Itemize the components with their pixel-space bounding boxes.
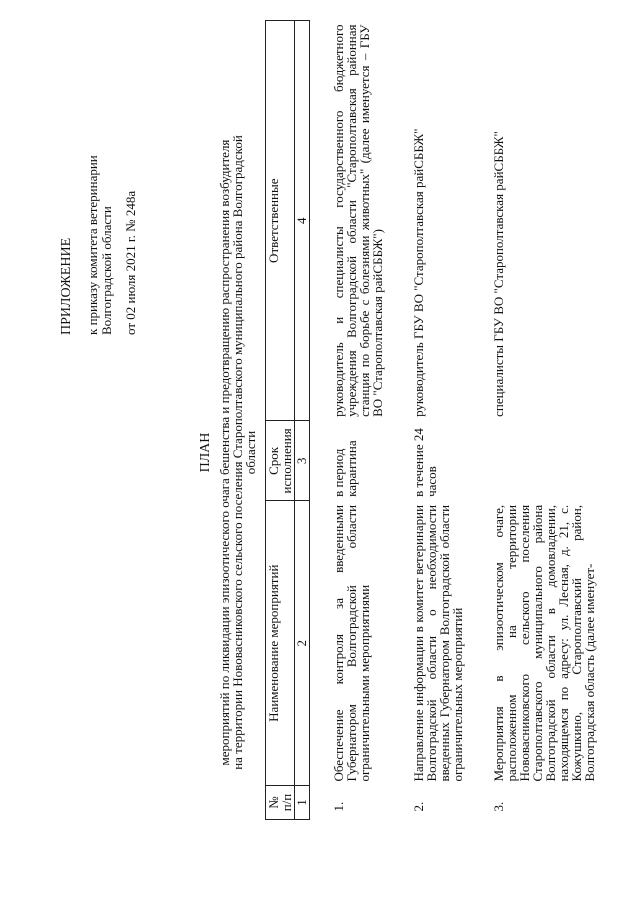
header-num: № п/п: [266, 786, 295, 820]
appendix-date: от 02 июля 2021 г. № 248а: [123, 190, 138, 335]
row-term: в течение 24 часов: [411, 428, 439, 497]
row-name: Направление информации в комитет ветеринарии Волгоградской области о необходимости введенных Губернатором Волгоградской области ограничительных мероприятий: [411, 504, 465, 782]
row-name: Мероприятия в эпизоотическом очаге, расположенном на территории Нововасниковского сельского поселения Старополтавского муниципального района Волгоградской области в домовладении, находящемся по адресу: ул. Лесная, д. 21, с. Кожушкино, Старополтавский район, Волгоградская область (далее именует-: [491, 504, 597, 782]
row-name: Обеспечение контроля за введенными Губернатором Волгоградской области ограничительными мероприятиями: [331, 504, 372, 782]
header-term: Срок исполнения: [266, 421, 295, 501]
table-header-row: [266, 21, 295, 820]
header-name: Наименование мероприятий: [266, 501, 295, 786]
row-responsible: руководитель и специалисты государственного бюджетного учреждения Волгоградской области "Старополтавская районная станция по борьбе с болезнями животных" (далее именуется – ГБУ ВО "Старополтавская райСББЖ"): [331, 24, 385, 417]
table-row: [310, 21, 393, 820]
table-row: [392, 21, 472, 820]
appendix-heading: ПРИЛОЖЕНИЕ: [59, 237, 74, 335]
plan-subtitle-line: области: [243, 430, 258, 475]
row-term: в период карантина: [331, 440, 359, 497]
row-number: 1.: [331, 801, 346, 812]
column-number: 4: [295, 21, 310, 421]
plan-title: ПЛАН: [198, 432, 213, 473]
row-responsible: руководитель ГБУ ВО "Старополтавская райСББЖ": [411, 128, 426, 417]
table-row: [472, 21, 604, 820]
column-number: 2: [295, 501, 310, 786]
appendix-line: Волгоградской области: [99, 206, 114, 335]
header-responsible: Ответственные: [266, 21, 295, 421]
row-number: 2.: [411, 801, 426, 812]
row-number: 3.: [491, 801, 506, 812]
row-responsible: специалисты ГБУ ВО "Старополтавская райСББЖ": [491, 131, 506, 417]
column-number-row: [295, 21, 310, 820]
column-number: 3: [295, 421, 310, 501]
plan-subtitle-line: мероприятий по ликвидации эпизоотического очага бешенства и предотвращению распространения возбудителя: [217, 139, 232, 766]
plan-table: [265, 20, 604, 820]
column-number: 1: [295, 786, 310, 820]
appendix-line: к приказу комитета ветеринарии: [85, 155, 100, 335]
plan-subtitle-line: на территории Нововасниковского сельского поселения Старополтавского муниципального района Волгоградской: [230, 135, 245, 770]
appendix-block: [60, 155, 138, 335]
plan-subtitle: [218, 70, 257, 835]
row-term: [472, 421, 604, 501]
